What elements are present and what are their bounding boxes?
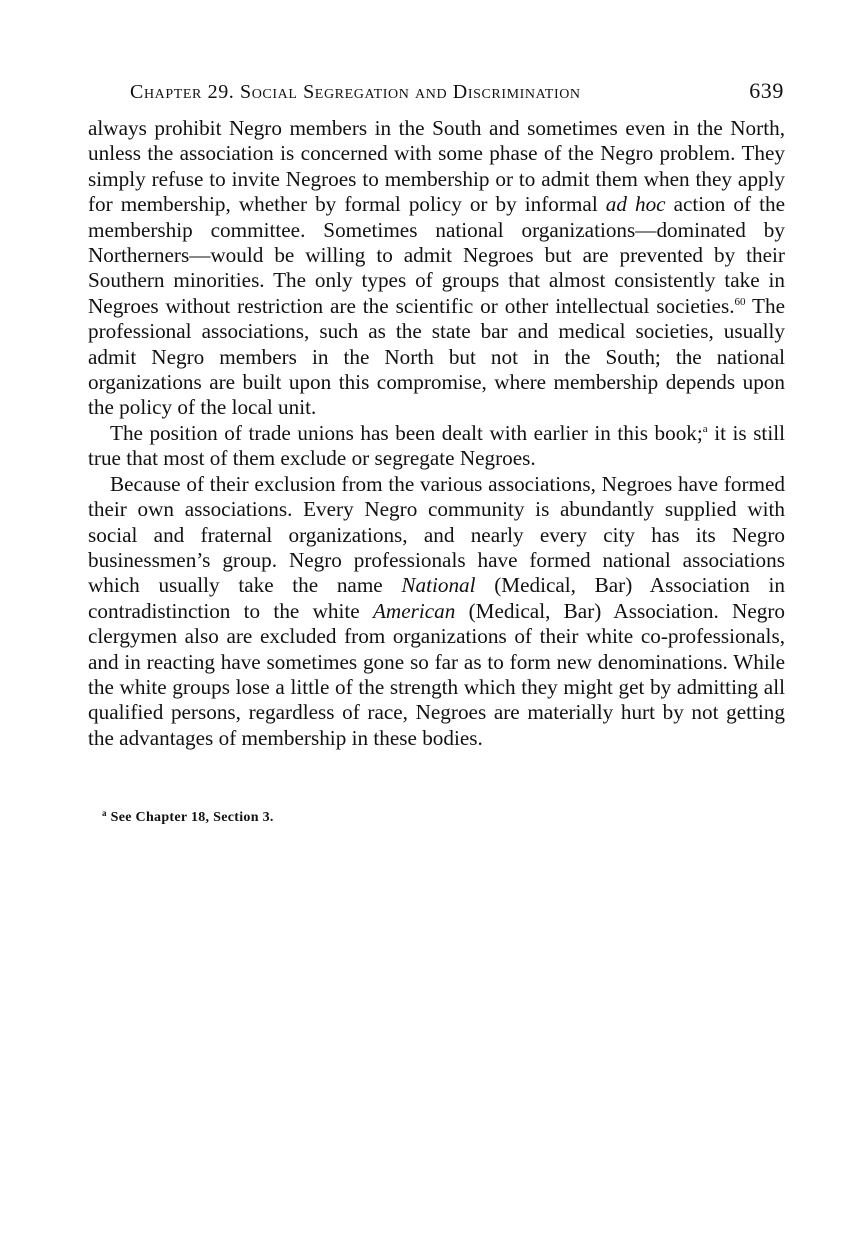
running-head: [130, 78, 784, 104]
footnote-marker: a: [102, 808, 107, 818]
italic-phrase: National: [401, 573, 476, 598]
paragraph-text: always prohibit Negro members in the South and sometimes even in the North, unless the association is concerned with some phase of the Negro problem. They simply refuse to invite Negroes to membership or to admit them when they apply for membership, whether by formal policy or by informal: [88, 116, 785, 217]
paragraph-3: [88, 472, 785, 751]
footnote: [102, 810, 274, 826]
chapter-title: Chapter 29. Social Segregation and Discrimination: [130, 81, 581, 103]
paragraph-text: (Medical, Bar) Association. Negro clergymen also are excluded from organizations of their white co-professionals, and in reacting have sometimes gone so far as to form new denominations. While the white groups lose a little of the strength which they might get by admitting all qualified persons, regardless of race, Negroes are materially hurt by not getting the advantages of membership in these bodies.: [88, 598, 785, 750]
paragraph-text: it is still true that most of them exclude or segregate Negroes.: [88, 420, 785, 471]
paragraph-text: Because of their exclusion from the various associations, Negroes have formed their own associations. Every Negro community is abundantly supplied with social and fraternal organizations, and nearly every city has its Negro businessmen’s group. Negro professionals have formed national associations which usually take the name: [88, 471, 785, 598]
paragraph-text: The position of trade unions has been dealt with earlier in this book;: [110, 420, 703, 445]
italic-phrase: ad hoc: [605, 192, 666, 217]
italic-phrase: American: [372, 598, 456, 623]
paragraph-text: action of the membership committee. Sometimes national organizations—dominated by Northerners—would be willing to admit Negroes but are prevented by their Southern minorities. The only types of groups that almost consistently take in Negroes without restriction are the scientific or other intellectual societies.: [88, 192, 785, 318]
body-text: [88, 116, 785, 751]
paragraph-text: (Medical, Bar) Association in contradistinction to the white: [88, 573, 785, 623]
footnote-text: See Chapter 18, Section 3.: [110, 810, 274, 825]
endnote-reference: 60: [734, 295, 746, 308]
paragraph-2: [88, 421, 785, 472]
paragraph-text: The professional associations, such as the state bar and medical societies, usually admit Negro members in the North but not in the South; the national organizations are built upon this compromise, where membership depends upon the policy of the local unit.: [88, 293, 785, 420]
page-number: 639: [749, 78, 784, 103]
footnote-reference: a: [702, 422, 708, 435]
paragraph-1: [88, 116, 785, 421]
